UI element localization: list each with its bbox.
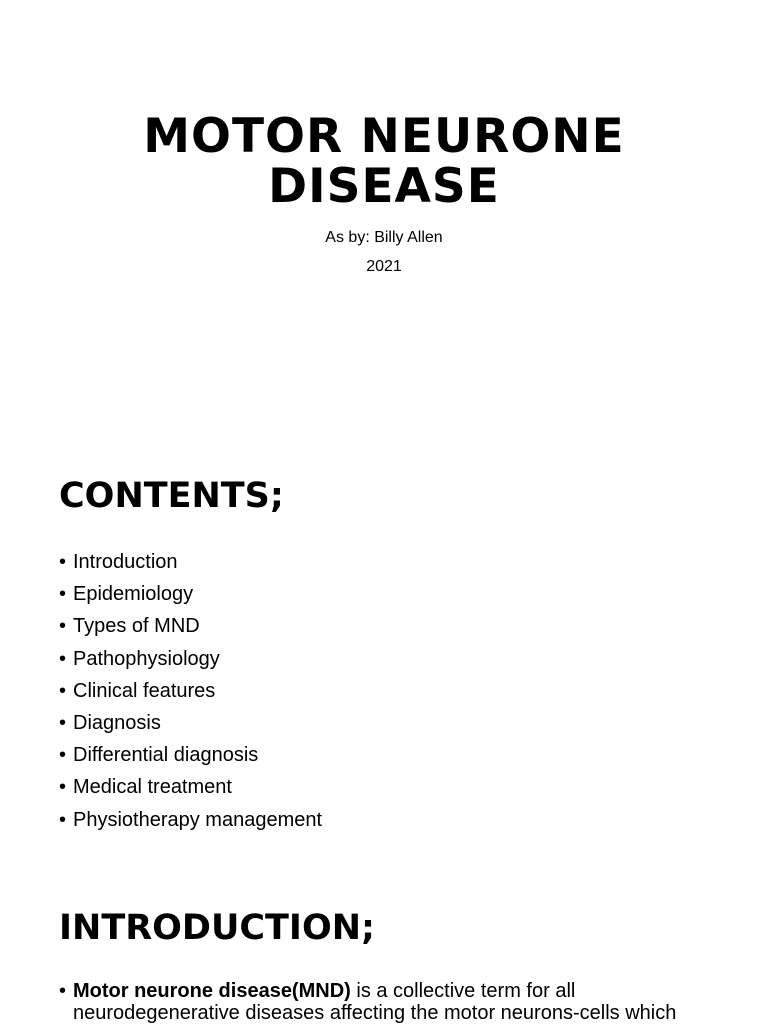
contents-item-pathophysiology xyxy=(59,643,739,675)
bullet-icon: • xyxy=(59,583,67,606)
contents-item-label: Differential diagnosis xyxy=(73,744,259,767)
bullet-icon: • xyxy=(59,776,67,799)
contents-item-label: Medical treatment xyxy=(73,776,232,799)
bullet-icon: • xyxy=(59,615,67,638)
main-title xyxy=(0,109,768,214)
contents-item-introduction xyxy=(59,546,739,578)
bullet-icon: • xyxy=(59,551,67,573)
mnd-term: Motor neurone disease(MND) xyxy=(73,980,351,1002)
contents-item-medical-treatment xyxy=(59,771,739,803)
introduction-slide xyxy=(59,906,739,1024)
bullet-icon: • xyxy=(59,808,67,831)
contents-item-label: Clinical features xyxy=(73,679,216,702)
bullet-icon: • xyxy=(59,744,67,767)
bullet-icon: • xyxy=(59,980,67,1002)
bullet-icon: • xyxy=(59,647,67,670)
contents-item-label: Epidemiology xyxy=(73,583,194,606)
contents-heading: CONTENTS; xyxy=(59,476,284,516)
author-line: As by: Billy Allen xyxy=(325,229,443,246)
bullet-icon: • xyxy=(59,712,67,735)
contents-item-label: Diagnosis xyxy=(73,712,161,735)
contents-slide xyxy=(59,474,739,836)
contents-item-types-of-mnd xyxy=(59,610,739,642)
introduction-heading: INTRODUCTION; xyxy=(59,908,375,948)
mnd-definition: is a collective term for all neurodegenerative diseases affecting the motor neurons-cells which xyxy=(73,980,677,1024)
contents-item-label: Types of MND xyxy=(73,615,200,638)
contents-item-differential-diagnosis xyxy=(59,739,739,771)
title-slide xyxy=(0,109,768,281)
main-title-line-1: MOTOR NEURONE xyxy=(143,109,625,164)
introduction-item xyxy=(59,980,739,1024)
contents-item-label: Pathophysiology xyxy=(73,647,220,670)
bullet-icon: • xyxy=(59,679,67,702)
contents-item-label: Physiotherapy management xyxy=(73,808,323,831)
contents-item-label: Introduction xyxy=(73,551,178,573)
contents-list xyxy=(59,546,739,836)
contents-item-epidemiology xyxy=(59,578,739,610)
introduction-list xyxy=(59,980,739,1024)
contents-item-clinical-features xyxy=(59,675,739,707)
contents-item-physiotherapy-management xyxy=(59,804,739,836)
contents-item-diagnosis xyxy=(59,707,739,739)
year-line: 2021 xyxy=(366,258,402,275)
main-title-line-2: DISEASE xyxy=(268,159,500,214)
